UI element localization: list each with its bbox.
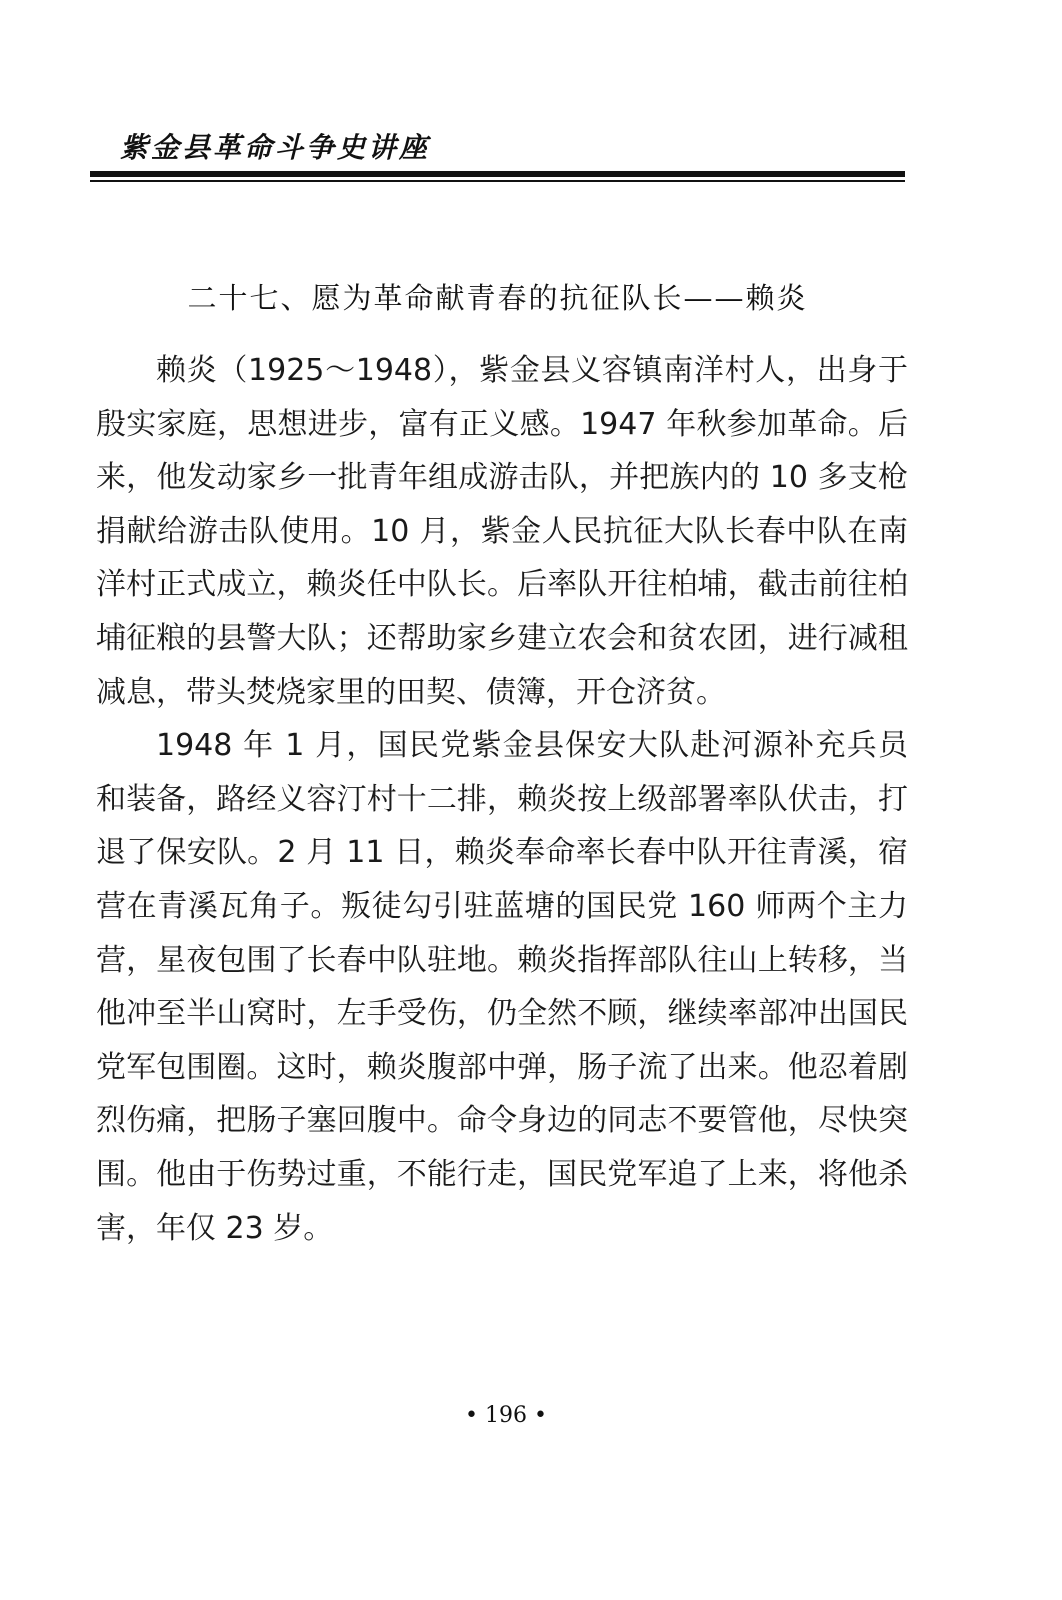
chapter-title: 二十七、愿为革命献青春的抗征队长——赖炎	[187, 281, 808, 315]
body-text	[96, 344, 908, 1255]
header-rule-thick	[90, 171, 905, 177]
header-rule-thin	[90, 180, 905, 182]
paragraph: 赖炎（1925～1948），紫金县义容镇南洋村人，出身于殷实家庭，思想进步，富有正义感。1947 年秋参加革命。后来，他发动家乡一批青年组成游击队，并把族内的 10 多支枪捐献给游击队使用。10 月，紫金人民抗征大队长春中队在南洋村正式成立，赖炎任中队长。后率队开往柏埔，截击前往柏埔征粮的县警大队；还帮助家乡建立农会和贫农团，进行减租减息，带头焚烧家里的田契、债簿，开仓济贫。	[96, 353, 908, 710]
page-number: • 196 •	[465, 1403, 547, 1428]
running-header-title: 紫金县革命斗争史讲座	[120, 131, 431, 164]
paragraph: 1948 年 1 月，国民党紫金县保安大队赴河源补充兵员和装备，路经义容汀村十二排，赖炎按上级部署率队伏击，打退了保安队。2 月 11 日，赖炎奉命率长春中队开往青溪，宿营在青溪瓦角子。叛徒勾引驻蓝塘的国民党 160 师两个主力营，星夜包围了长春中队驻地。赖炎指挥部队往山上转移，当他冲至半山窝时，左手受伤，仍全然不顾，继续率部冲出国民党军包围圈。这时，赖炎腹部中弹，肠子流了出来。他忍着剧烈伤痛，把肠子塞回腹中。命令身边的同志不要管他，尽快突围。他由于伤势过重，不能行走，国民党军追了上来，将他杀害，年仅 23 岁。	[96, 728, 908, 1246]
